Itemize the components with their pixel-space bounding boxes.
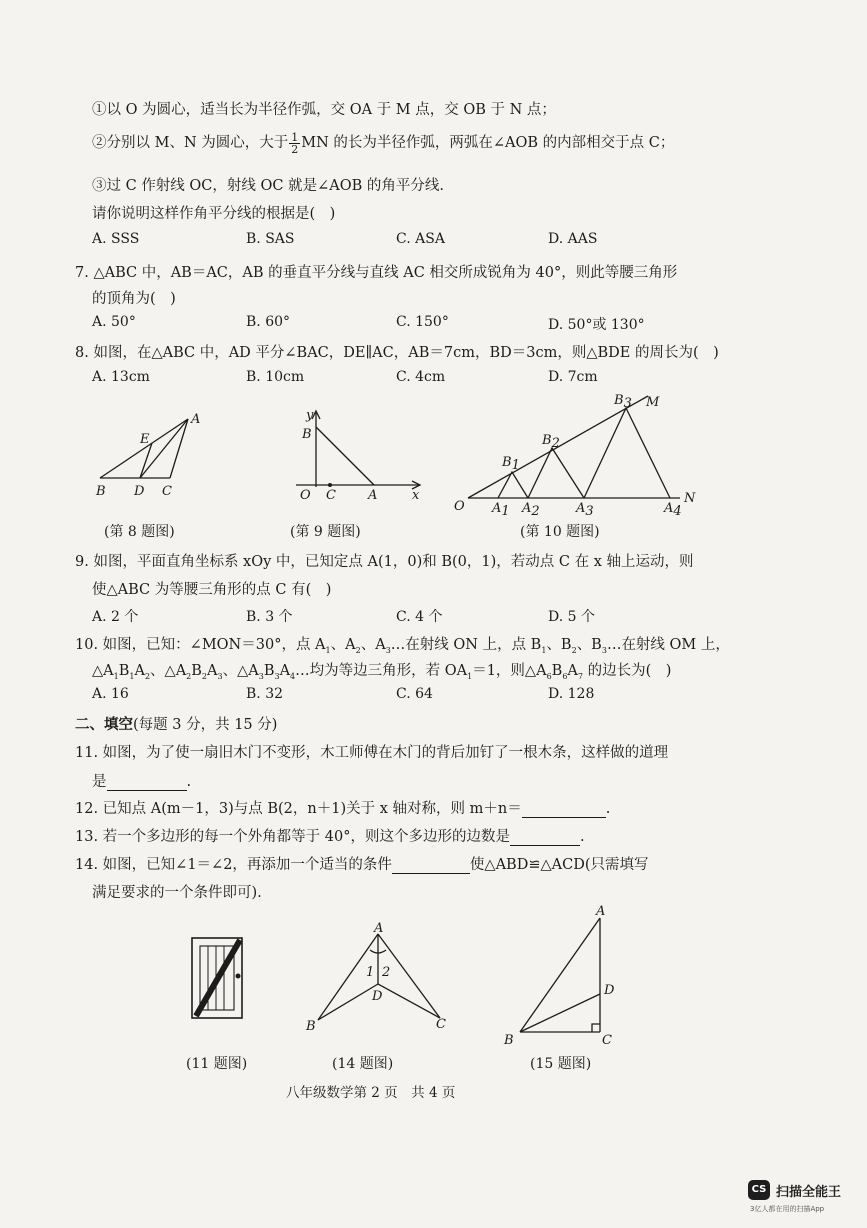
q8-option-c[interactable]: C. 4cm	[396, 369, 446, 385]
figure-9-coordinate	[292, 405, 432, 500]
q6-step3: ③过 C 作射线 OC，射线 OC 就是∠AOB 的角平分线.	[92, 178, 444, 194]
door-knob	[236, 974, 241, 979]
f9-label-a: A	[368, 488, 378, 500]
f14-label-d: D	[372, 989, 383, 1004]
figure-14-kite	[300, 918, 460, 1038]
f10-label-m: M	[646, 395, 660, 410]
svg-text:A1: A1	[492, 501, 510, 519]
q9-option-d[interactable]: D. 5 个	[548, 609, 595, 625]
f15-label-d: D	[604, 983, 615, 998]
q14-answer-blank[interactable]	[392, 859, 470, 874]
caption-figure-14: (14 题图)	[332, 1056, 394, 1072]
q9-option-c[interactable]: C. 4 个	[396, 609, 443, 625]
q9-line2: 使△ABC 为等腰三角形的点 C 有( )	[92, 582, 332, 598]
q9-option-a[interactable]: A. 2 个	[92, 609, 139, 625]
f14-label-c: C	[436, 1017, 446, 1032]
q12-answer-blank[interactable]	[522, 803, 606, 818]
q7-option-d[interactable]: D. 50°或 130°	[548, 317, 645, 333]
f10-label-o: O	[454, 499, 465, 514]
f8-label-d: D	[134, 484, 145, 499]
q11-line1: 11. 如图，为了使一扇旧木门不变形，木工师傅在木门的背后加钉了一根木条，这样做的道理	[75, 745, 669, 761]
q14-line1: 14. 如图，已知∠1＝∠2，再添加一个适当的条件 使△ABD≌△ACD(只需填写	[75, 857, 649, 873]
caption-figure-10: (第 10 题图)	[520, 524, 600, 540]
q11-answer-blank[interactable]	[107, 776, 187, 791]
scanner-tagline: 3亿人都在用的扫描App	[750, 1205, 825, 1213]
q6-step2: ②分别以 M、N 为圆心，大于 $\frac{1}{2}$ MN 的长为半径作弧，两弧在∠AOB 的内部相交于点 C；	[92, 130, 675, 156]
f14-label-1: 1	[366, 965, 375, 980]
caption-figure-9: (第 9 题图)	[290, 524, 361, 540]
f8-label-a: A	[191, 412, 201, 427]
figure-15-right-triangle	[498, 900, 628, 1050]
f14-label-a: A	[374, 921, 384, 936]
f8-label-b: B	[96, 484, 106, 499]
f15-label-a: A	[596, 904, 606, 919]
f15-label-c: C	[602, 1033, 612, 1048]
svg-text:B1: B1	[502, 455, 520, 473]
f9-label-c: C	[326, 488, 336, 500]
q6-option-d[interactable]: D. AAS	[548, 231, 598, 247]
svg-text:B3: B3	[614, 393, 632, 411]
q8-option-d[interactable]: D. 7cm	[548, 369, 598, 385]
point-c-dot	[328, 483, 332, 487]
f15-label-b: B	[504, 1033, 514, 1048]
caption-figure-15: (15 题图)	[530, 1056, 592, 1072]
f8-label-e: E	[140, 432, 150, 447]
q10-option-d[interactable]: D. 128	[548, 686, 595, 702]
q12-line: 12. 已知点 A(m－1，3)与点 B(2，n＋1)关于 x 轴对称，则 m＋n＝ .	[75, 801, 611, 817]
q7-option-a[interactable]: A. 50°	[92, 314, 136, 330]
scanner-watermark	[748, 1180, 858, 1220]
q8-option-b[interactable]: B. 10cm	[246, 369, 305, 385]
q7-option-b[interactable]: B. 60°	[246, 314, 291, 330]
svg-text:B2: B2	[542, 433, 560, 451]
f9-label-x: x	[412, 488, 420, 500]
figure-8-triangle	[88, 405, 218, 500]
f14-label-b: B	[306, 1019, 316, 1034]
svg-text:A3: A3	[576, 501, 594, 519]
page-footer: 八年级数学第 2 页 共 4 页	[286, 1085, 456, 1101]
fraction-half: $\frac{1}{2}$	[291, 130, 299, 156]
q6-step1: ①以 O 为圆心，适当长为半径作弧，交 OA 于 M 点，交 OB 于 N 点；	[92, 102, 556, 118]
q10-line2: $\triangle A_1B_1A_2$、$\triangle A_2B_2A_3$、$\triangle A_3B_3A_4\dots$均为等边三角形，若 $OA_1=1$，则$\triangle A_6B_6A_7$ 的边长为( )	[92, 663, 672, 681]
q14-line2: 满足要求的一个条件即可).	[92, 885, 262, 901]
caption-figure-8: (第 8 题图)	[104, 524, 175, 540]
caption-figure-11: (11 题图)	[186, 1056, 248, 1072]
figure-11-door	[186, 932, 250, 1024]
scanner-app-name: 扫描全能王	[776, 1185, 842, 1200]
q11-line2: 是 .	[92, 774, 192, 790]
q10-option-a[interactable]: A. 16	[92, 686, 129, 702]
f9-label-b: B	[302, 427, 312, 442]
svg-text:A2: A2	[522, 501, 540, 519]
q10-option-b[interactable]: B. 32	[246, 686, 284, 702]
q6-question: 请你说明这样作角平分线的根据是( )	[92, 206, 336, 222]
f10-b-labels	[501, 393, 632, 473]
f9-label-y: y	[306, 408, 314, 423]
q6-option-c[interactable]: C. ASA	[396, 231, 445, 247]
q10-line1: 10. 如图，已知：∠MON＝30°，点 $A_1$、$A_2$、$A_3\dots$在射线 ON 上，点 $B_1$、$B_2$、$B_3\dots$在射线 OM 上，	[75, 637, 730, 655]
q7-option-c[interactable]: C. 150°	[396, 314, 449, 330]
q6-option-a[interactable]: A. SSS	[92, 231, 140, 247]
q7-line1: 7. △ABC 中，AB＝AC，AB 的垂直平分线与直线 AC 相交所成锐角为 40°，则此等腰三角形	[75, 265, 678, 281]
q8-option-a[interactable]: A. 13cm	[92, 369, 150, 385]
q9-line1: 9. 如图，平面直角坐标系 xOy 中，已知定点 A(1，0)和 B(0，1)，若动点 C 在 x 轴上运动，则	[75, 554, 694, 570]
figure-10-equilateral-chain	[448, 388, 708, 523]
q7-line2: 的顶角为( )	[92, 291, 176, 307]
q8-line1: 8. 如图，在△ABC 中，AD 平分∠BAC，DE∥AC，AB＝7cm，BD＝3cm，则△BDE 的周长为( )	[75, 345, 719, 361]
q9-option-b[interactable]: B. 3 个	[246, 609, 293, 625]
q13-answer-blank[interactable]	[510, 831, 580, 846]
section-2-heading: 二、填空(每题 3 分，共 15 分)	[75, 716, 278, 733]
q10-option-c[interactable]: C. 64	[396, 686, 433, 702]
diagonal-brace	[196, 940, 240, 1016]
f14-label-2: 2	[382, 965, 391, 980]
q13-line: 13. 若一个多边形的每一个外角都等于 40°，则这个多边形的边数是 .	[75, 829, 585, 845]
cs-logo-icon: CS	[748, 1180, 770, 1200]
svg-text:A4: A4	[664, 501, 682, 519]
f10-label-n: N	[684, 491, 696, 506]
f9-label-o: O	[300, 488, 311, 500]
f10-a-labels	[491, 501, 682, 519]
f8-label-c: C	[162, 484, 172, 499]
q6-option-b[interactable]: B. SAS	[246, 231, 295, 247]
